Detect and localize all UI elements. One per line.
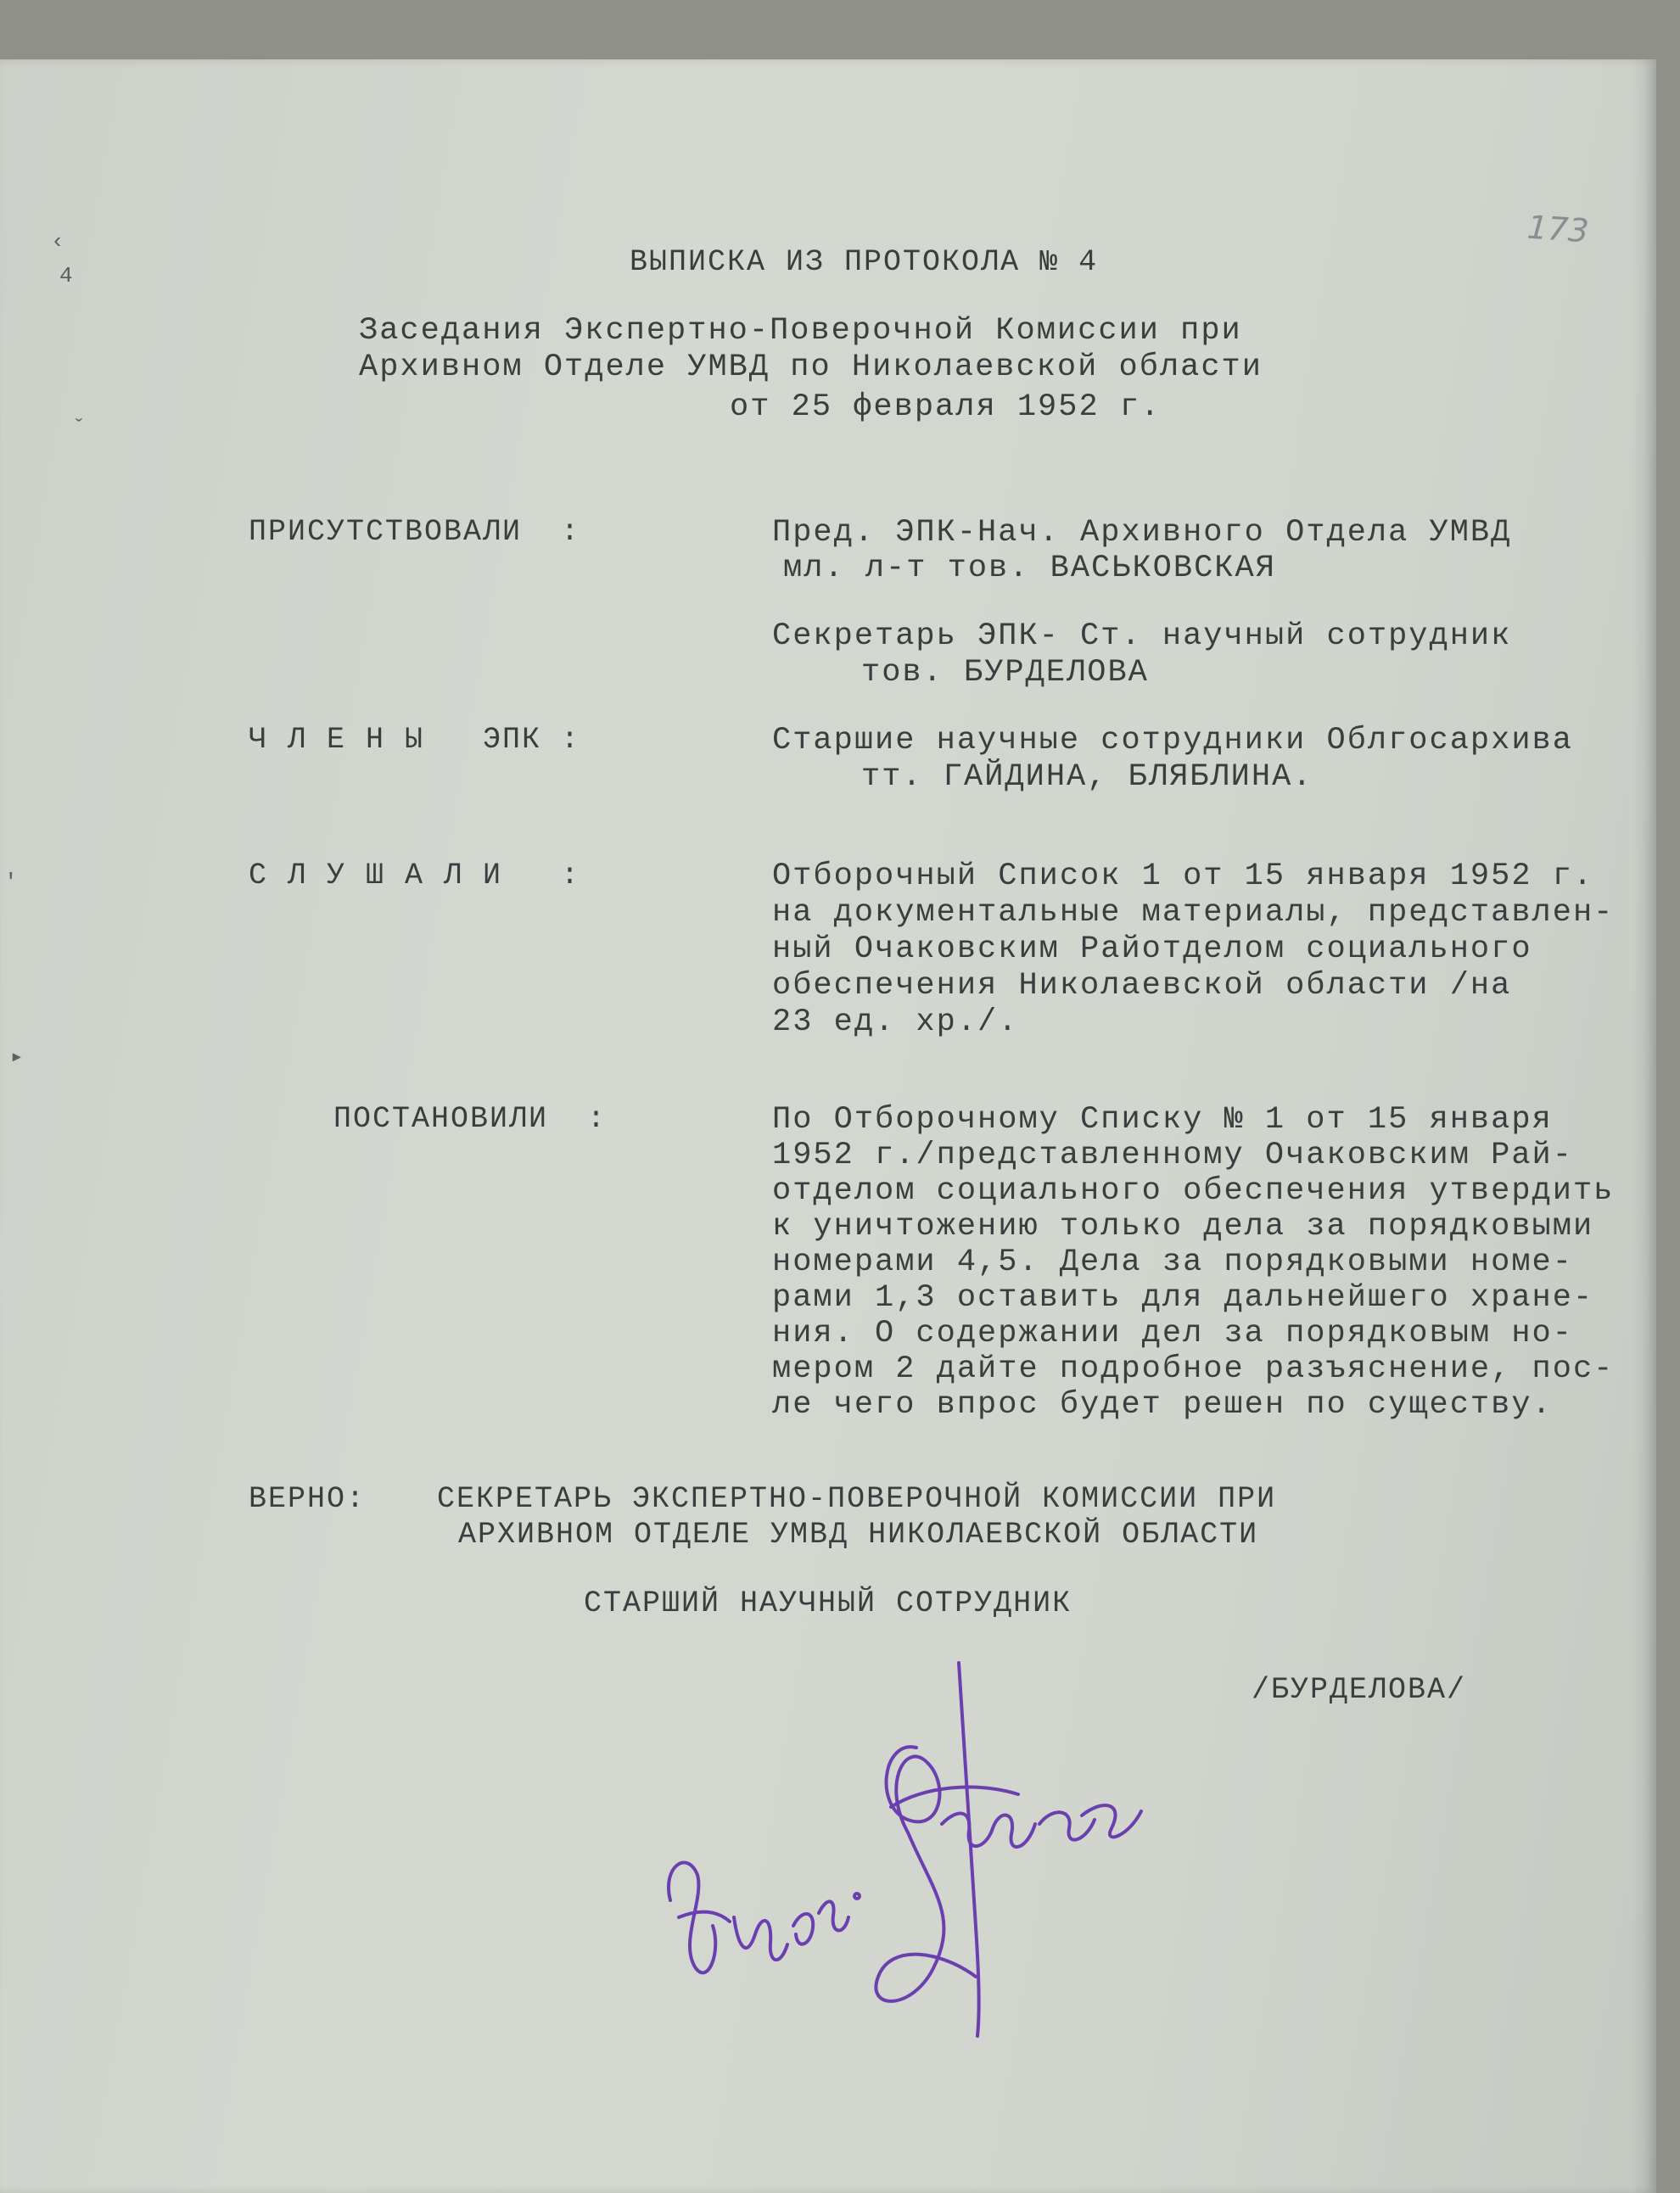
heard-label: С Л У Ш А Л И : [249,859,581,892]
members-line-2: тт. ГАЙДИНА, БЛЯБЛИНА. [861,759,1313,795]
signatory-name: /БУРДЕЛОВА/ [1252,1673,1467,1707]
present-chair-line-1: Пред. ЭПК-Нач. Архивного Отдела УМВД [772,515,1512,551]
handwritten-note [653,1612,1179,2053]
resolved-line: ния. О содержании дел за порядковым но- [772,1316,1573,1351]
resolved-line: мером 2 дайте подробное разъяснение, пос- [772,1351,1615,1387]
certification-line-1: СЕКРЕТАРЬ ЭКСПЕРТНО-ПОВЕРОЧНОЙ КОМИССИИ ПРИ [437,1482,1277,1516]
binding-mark: 4 [59,263,73,288]
present-secretary-line-1: Секретарь ЭПК- Ст. научный сотрудник [772,618,1512,654]
signature-drawing [653,1612,1179,2053]
heard-line: Отборочный Список 1 от 15 января 1952 г. [772,859,1594,894]
present-secretary-line-2: тов. БУРДЕЛОВА [861,655,1149,691]
heading-date: от 25 февраля 1952 г. [730,389,1162,425]
resolved-line: отделом социального обеспечения утвердить [772,1173,1615,1209]
members-label: Ч Л Е Н Ы ЭПК : [249,723,581,757]
heard-line: обеспечения Николаевской области /на [772,968,1512,1004]
resolved-line: ле чего впрос будет решен по существу. [772,1387,1553,1423]
resolved-line: рами 1,3 оставить для дальнейшего хране- [772,1280,1594,1316]
members-line-1: Старшие научные сотрудники Облгосархива [772,723,1573,758]
heard-line: 23 ед. хр./. [772,1004,1019,1040]
folio-number: 173 [1526,208,1590,250]
certification-label: ВЕРНО: [249,1482,367,1516]
certification-line-3: СТАРШИЙ НАУЧНЫЙ СОТРУДНИК [584,1586,1072,1620]
present-label: ПРИСУТСТВОВАЛИ : [249,515,581,549]
resolved-line: номерами 4,5. Дела за порядковыми номе- [772,1245,1573,1280]
resolved-line: По Отборочному Списку № 1 от 15 января [772,1102,1553,1138]
heading-line-2: Архивном Отделе УМВД по Николаевской области [359,350,1263,385]
heard-line: на документальные материалы, представлен- [772,895,1615,931]
heard-line: ный Очаковским Райотделом социального [772,931,1532,967]
resolved-line: 1952 г./представленному Очаковским Рай- [772,1138,1573,1173]
heading-line-1: Заседания Экспертно-Поверочной Комиссии при [359,313,1242,349]
binding-mark: ' [4,870,18,895]
resolved-line: к уничтожению только дела за порядковыми [772,1209,1594,1245]
resolved-label: ПОСТАНОВИЛИ : [333,1102,608,1136]
present-chair-line-2: мл. л-т тов. ВАСЬКОВСКАЯ [783,551,1276,586]
document-page [0,59,1656,2193]
binding-mark: ‹ [51,229,64,255]
document-title: ВЫПИСКА ИЗ ПРОТОКОЛА № 4 [630,245,1099,279]
binding-mark: ˇ [72,416,86,441]
binding-mark: ▸ [10,1044,24,1070]
certification-line-2: АРХИВНОМ ОТДЕЛЕ УМВД НИКОЛАЕВСКОЙ ОБЛАСТИ [458,1518,1259,1552]
